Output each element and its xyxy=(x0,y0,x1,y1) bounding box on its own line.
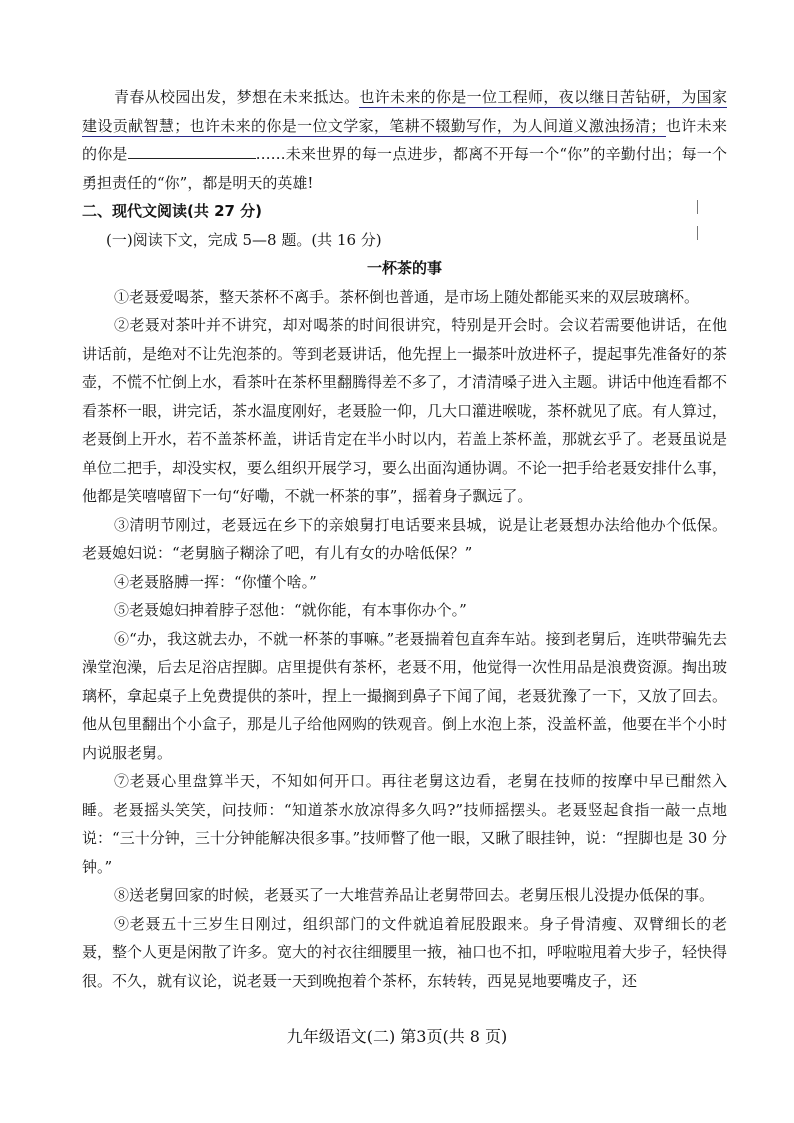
article-paragraph: ⑨老聂五十三岁生日刚过，组织部门的文件就追着屁股跟来。身子骨清瘦、双臂细长的老聂，整个人更是闲散了许多。宽大的衬衣往细腰里一掖，袖口也不扣，呼啦啦甩着大步子，轻快得很。不久，就有议论，说老聂一天到晚抱着个茶杯，东转转，西晃晃地要嘴皮子，还 xyxy=(82,914,728,990)
page-footer: 九年级语文(二) 第3页(共 8 页) xyxy=(286,1027,508,1046)
intro-text: ……未来世界的每一点进步，都离不开每一个“你”的辛勤付出；每一个勇担责任的“你”，都是明天的英雄! xyxy=(82,145,727,192)
article-paragraph: ①老聂爱喝茶，整天茶杯不离手。茶杯倒也普通，是市场上随处都能买来的双层玻璃杯。 xyxy=(114,287,700,306)
intro-text: 青春从校园出发，梦想在未来抵达。 xyxy=(114,88,360,106)
underlined-text: 也许未来的你是一位工程师，夜以继日苦钻研，为国家建设贡献智慧；也许未来的你是一位文学家，笔耕不辍勤写作，为人间道义激浊扬清； xyxy=(82,88,727,135)
article-paragraph: ②老聂对茶叶并不讲究，却对喝茶的时间很讲究，特别是开会时。会议若需要他讲话，在他讲话前，是绝对不让先泡茶的。等到老聂讲话，他先捏上一撮茶叶放进杯子，提起事先准备好的茶壶，不慌不忙倒上水，看茶叶在茶杯里翻腾得差不多了，才清清嗓子进入主题。讲话中他连看都不看茶杯一眼，讲完话，茶水温度刚好，老聂脸一仰，几大口灌进喉咙，茶杯就见了底。有人算过，老聂倒上开水，若不盖茶杯盖，讲话肯定在半小时以内，若盖上茶杯盖，那就玄乎了。老聂虽说是单位二把手，却没实权，要么组织开展学习，要么出面沟通协调。不论一把手给老聂安排什么事，他都是笑嘻嘻留下一句“好嘞，不就一杯茶的事”，摇着身子飘远了。 xyxy=(82,316,728,505)
article-paragraph: ⑦老聂心里盘算半天，不知如何开口。再往老舅这边看，老舅在技师的按摩中早已酣然入睡。老聂摇头笑笑，问技师：“知道茶水放凉得多久吗?”技师摇摆头。老聂竖起食指一敲一点地说：“三十分钟，三十分钟能解决很多事。”技师瞥了他一眼，又瞅了眼挂钟，说：“捏脚也是 30 分钟。” xyxy=(82,772,727,876)
article-paragraph: ⑤老聂媳妇抻着脖子怼他：“就你能，有本事你办个。” xyxy=(114,601,467,619)
fill-in-blank xyxy=(128,144,256,159)
intro-paragraph xyxy=(82,83,727,197)
intro-text: 也许未来的你是 xyxy=(82,116,727,163)
article-paragraph: ④老聂胳膊一挥：“你懂个啥。” xyxy=(114,572,317,591)
section-subheading: (一)阅读下文，完成 5—8 题。(共 16 分) xyxy=(106,230,382,249)
article-title: 一杯茶的事 xyxy=(366,259,442,277)
article-paragraph: ⑧送老舅回家的时候，老聂买了一大堆营养品让老舅带回去。老舅压根儿没提办低保的事。 xyxy=(114,886,715,904)
section-heading: 二、现代文阅读(共 27 分) xyxy=(82,202,263,220)
page-content xyxy=(82,83,727,995)
article-paragraph: ⑥“办，我这就去办，不就一杯茶的事嘛。”老聂揣着包直奔车站。接到老舅后，连哄带骗先去澡堂泡澡，后去足浴店捏脚。店里提供有茶杯，老聂不用，他觉得一次性用品是浪费资源。掏出玻璃杯，拿起桌子上免费提供的茶叶，捏上一撮搁到鼻子下闻了闻，老聂犹豫了一下，又放了回去。他从包里翻出个小盒子，那是儿子给他网购的铁观音。倒上水泡上茶，没盖杯盖，他要在半个小时内说服老舅。 xyxy=(82,629,728,762)
article-paragraph: ③清明节刚过，老聂远在乡下的亲娘舅打电话要来县城，说是让老聂想办法给他办个低保。老聂媳妇说：“老舅脑子糊涂了吧，有儿有女的办啥低保？” xyxy=(82,515,727,562)
